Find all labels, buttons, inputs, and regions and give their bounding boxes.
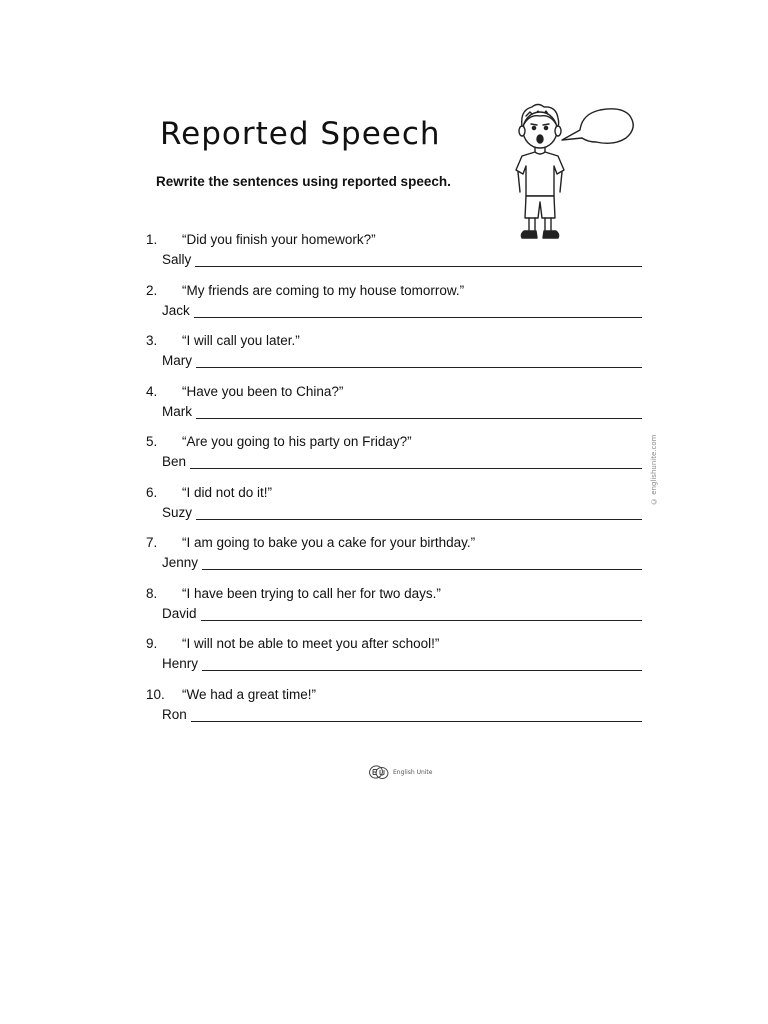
- item-speaker: Ron: [162, 706, 187, 722]
- item-speaker: Jenny: [162, 555, 199, 570]
- item-speaker: Mark: [162, 403, 192, 419]
- item-speaker: Suzy: [162, 504, 193, 520]
- item-speaker: Ben: [162, 454, 187, 469]
- item-number: 3.: [146, 333, 158, 348]
- item-speaker: Jack: [162, 302, 190, 318]
- list-item: [140, 279, 650, 330]
- item-quote: “My friends are coming to my house tomorrow.”: [182, 282, 465, 298]
- item-speaker: Mary: [162, 353, 192, 368]
- item-speaker: Henry: [162, 656, 199, 671]
- list-item: [140, 632, 650, 683]
- item-quote: “I have been trying to call her for two days.”: [182, 585, 441, 601]
- answer-line[interactable]: [196, 405, 642, 419]
- item-number: 9.: [146, 636, 158, 651]
- speaking-boy-illustration: [506, 100, 646, 246]
- item-quote: “I did not do it!”: [182, 484, 273, 500]
- list-item: [140, 582, 650, 633]
- item-quote: “Are you going to his party on Friday?”: [182, 434, 412, 449]
- item-number: 7.: [146, 535, 158, 550]
- answer-line[interactable]: [202, 657, 642, 671]
- list-item: [140, 481, 650, 532]
- answer-line[interactable]: [190, 455, 642, 469]
- item-number: 4.: [146, 383, 158, 399]
- copyright-note: © englishunite.com: [650, 434, 658, 506]
- item-speaker: David: [162, 605, 197, 621]
- exercise-list: [140, 228, 650, 733]
- answer-line[interactable]: [191, 708, 642, 722]
- item-number: 5.: [146, 434, 158, 449]
- footer-logo: [368, 764, 432, 780]
- item-speaker: Sally: [162, 252, 192, 267]
- answer-line[interactable]: [196, 354, 642, 368]
- list-item: [140, 531, 650, 582]
- item-quote: “Have you been to China?”: [182, 383, 344, 399]
- item-number: 8.: [146, 585, 158, 601]
- list-item: [140, 329, 650, 380]
- answer-line[interactable]: [202, 556, 642, 570]
- list-item: [140, 683, 650, 734]
- answer-line[interactable]: [195, 253, 642, 267]
- answer-line[interactable]: [201, 607, 642, 621]
- footer-brand: English Unite: [393, 768, 433, 776]
- list-item: [140, 430, 650, 481]
- instruction-text: Rewrite the sentences using reported speech.: [156, 174, 451, 189]
- english-unite-logo-icon: [368, 764, 390, 780]
- item-number: 10.: [146, 686, 165, 702]
- answer-line[interactable]: [196, 506, 642, 520]
- item-quote: “I will not be able to meet you after school!”: [182, 636, 440, 651]
- item-quote: “I am going to bake you a cake for your birthday.”: [182, 535, 476, 550]
- item-quote: “We had a great time!”: [182, 686, 317, 702]
- item-number: 2.: [146, 282, 158, 298]
- item-quote: “Did you finish your homework?”: [182, 232, 376, 247]
- list-item: [140, 228, 650, 279]
- answer-line[interactable]: [194, 304, 642, 318]
- item-quote: “I will call you later.”: [182, 333, 300, 348]
- item-number: 1.: [146, 232, 158, 247]
- item-number: 6.: [146, 484, 158, 500]
- page-title: Reported Speech: [160, 116, 441, 152]
- list-item: [140, 380, 650, 431]
